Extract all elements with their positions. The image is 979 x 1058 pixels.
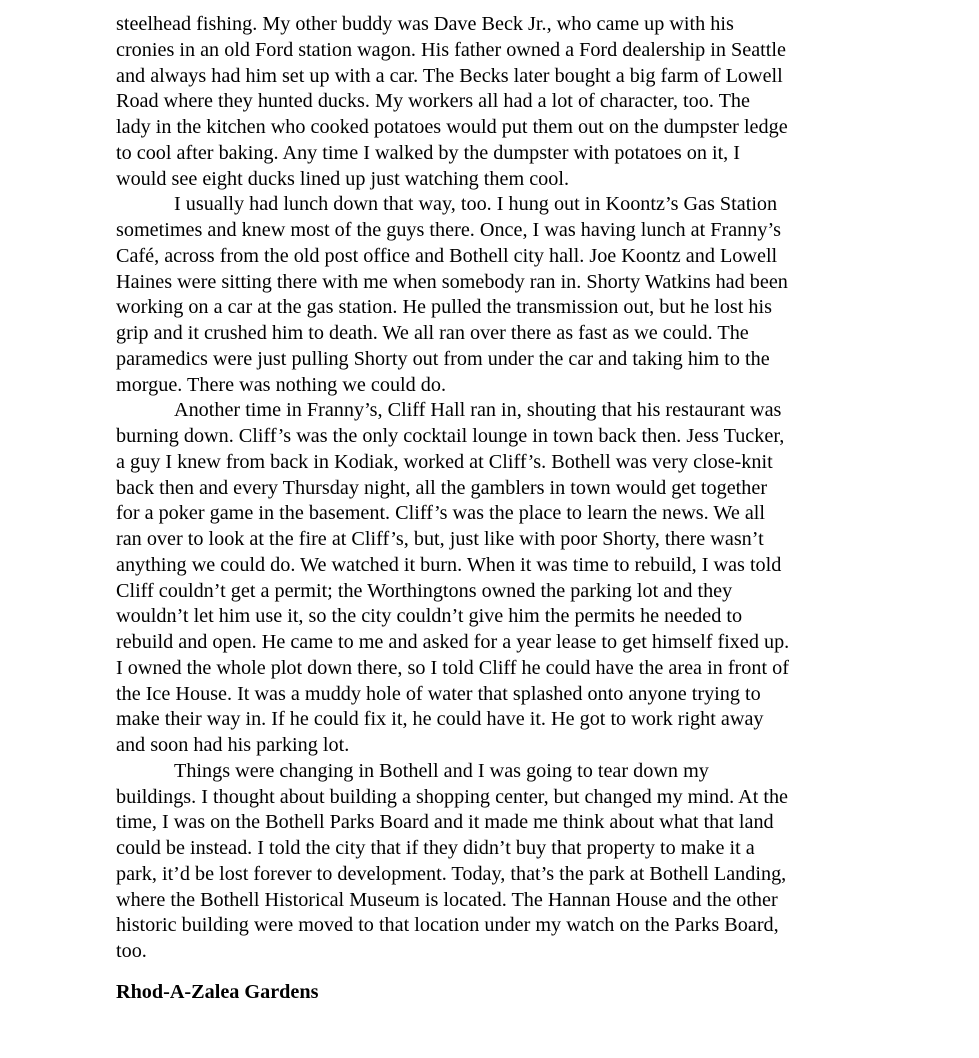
document-page xyxy=(116,12,868,1006)
section-heading: Rhod-A-Zalea Gardens xyxy=(116,980,319,1003)
paragraph-1: steelhead fishing. My other buddy was Dave Beck Jr., who came up with his cronies in an old Ford station wagon. His father owned a Ford dealership in Seattle and always had him set up with a car. The Becks later bought a big farm of Lowell Road where they hunted ducks. My workers all had a lot of character, too. The lady in the kitchen who cooked potatoes would put them out on the dumpster ledge to cool after baking. Any time I walked by the dumpster with potatoes on it, I would see eight ducks lined up just watching them cool. xyxy=(116,13,788,190)
paragraph-2: I usually had lunch down that way, too. I hung out in Koontz’s Gas Station sometimes and knew most of the guys there. Once, I was having lunch at Franny’s Café, across from the old post office and Bothell city hall. Joe Koontz and Lowell Haines were sitting there with me when somebody ran in. Shorty Watkins had been working on a car at the gas station. He pulled the transmission out, but he lost his grip and it crushed him to death. We all ran over there as fast as we could. The paramedics were just pulling Shorty out from under the car and taking him to the morgue. There was nothing we could do. xyxy=(116,193,788,396)
paragraph-4: Things were changing in Bothell and I was going to tear down my buildings. I thought about building a shopping center, but changed my mind. At the time, I was on the Bothell Parks Board and it made me think about what that land could be instead. I told the city that if they didn’t buy that property to make it a park, it’d be lost forever to development. Today, that’s the park at Bothell Landing, where the Bothell Historical Museum is located. The Hannan House and the other historic building were moved to that location under my watch on the Parks Board, too. xyxy=(116,759,789,962)
paragraph-3: Another time in Franny’s, Cliff Hall ran in, shouting that his restaurant was burning down. Cliff’s was the only cocktail lounge in town back then. Jess Tucker, a guy I knew from back in Kodiak, worked at Cliff’s. Bothell was very close-knit back then and every Thursday night, all the gamblers in town would get together for a poker game in the basement. Cliff’s was the place to learn the news. We all ran over to look at the fire at Cliff’s, but, just like with poor Shorty, there wasn’t anything we could do. We watched it burn. When it was time to rebuild, I was told Cliff couldn’t get a permit; the Worthingtons owned the parking lot and they wouldn’t let him use it, so the city couldn’t give him the permits he needed to rebuild and open. He came to me and asked for a year lease to get himself fixed up. I owned the whole plot down there, so I told Cliff he could have the area in front of the Ice House. It was a muddy hole of water that splashed onto anyone trying to make their way in. If he could fix it, he could have it. He got to work right away and soon had his parking lot. xyxy=(116,399,790,756)
